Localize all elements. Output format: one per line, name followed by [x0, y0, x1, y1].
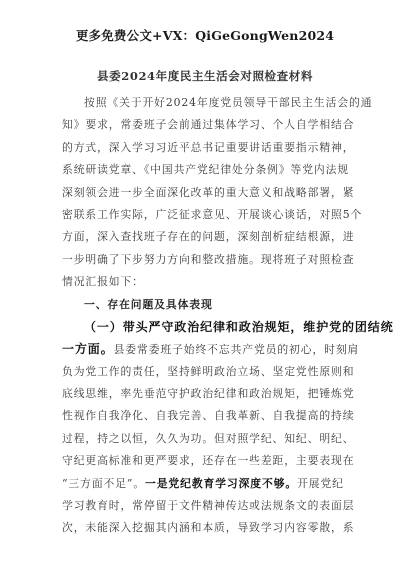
bold-point: 一是党纪教育学习深度不够。	[145, 476, 298, 490]
body-line: 方面，深入查找班子存在的问题，深刻剖析症结根源，进	[62, 230, 355, 244]
body-line: 负为党工作的责任，坚持鲜明政治立场、坚定党性原则和	[62, 364, 355, 378]
body-line: 按照《关于开好2024年度党员领导干部民主生活会的通	[84, 96, 373, 109]
body-line: 的方式，深入学习习近平总书记重要讲话重要指示精神，	[62, 140, 355, 154]
body-line: 密联系工作实际，广泛征求意见、开展谈心谈话，对照5个	[62, 207, 363, 221]
body-line: 底线思维，率先垂范守护政治纪律和政治规矩，把锤炼党	[62, 387, 355, 401]
section-heading: 一、存在问题及具体表现	[84, 297, 213, 311]
body-line: 学习教育时，常停留于文件精神传达或法规条文的表面层	[62, 499, 355, 513]
body-line: 知》要求，常委班子会前通过集体学习、个人自学相结合	[62, 118, 355, 132]
body-line: 系统研读党章、《中国共产党纪律处分条例》等党内法规	[62, 163, 350, 177]
body-line: 过程，持之以恒，久久为功。但对照学纪、知纪、明纪、	[62, 431, 355, 445]
document-title: 县委2024年度民主生活会对照检查材料	[97, 69, 313, 83]
subsection-heading: （一）带头严守政治纪律和政治规矩，维护党的团结统	[84, 319, 394, 334]
body-line: 深刻领会进一步全面深化改革的重大意义和战略部署，紧	[62, 185, 355, 199]
body-line: 一步明确了下步努力方向和整改措施。现将班子对照检查	[62, 252, 355, 266]
body-text: “三方面不足”。	[62, 476, 146, 490]
body-line: 性视作自我净化、自我完善、自我革新、自我提高的持续	[62, 409, 355, 423]
body-line: 守纪更高标准和更严要求，还存在一些差距，主要表现在	[62, 454, 355, 468]
body-line	[62, 473, 352, 495]
body-text: 县委常委班子始终不忘共产党员的初心，时刻肩	[113, 343, 360, 357]
subsection-heading-end: 一方面。	[62, 342, 114, 357]
body-line: 次，未能深入挖掘其内涵和本质，导致学习内容零散，系	[62, 521, 355, 535]
body-text: 开展党纪	[297, 476, 344, 490]
promo-banner: 更多免费公文+VX：QiGeGongWen2024	[75, 28, 335, 43]
body-line: 情况汇报如下：	[62, 275, 144, 289]
body-line	[62, 338, 360, 360]
document-body	[62, 92, 394, 540]
